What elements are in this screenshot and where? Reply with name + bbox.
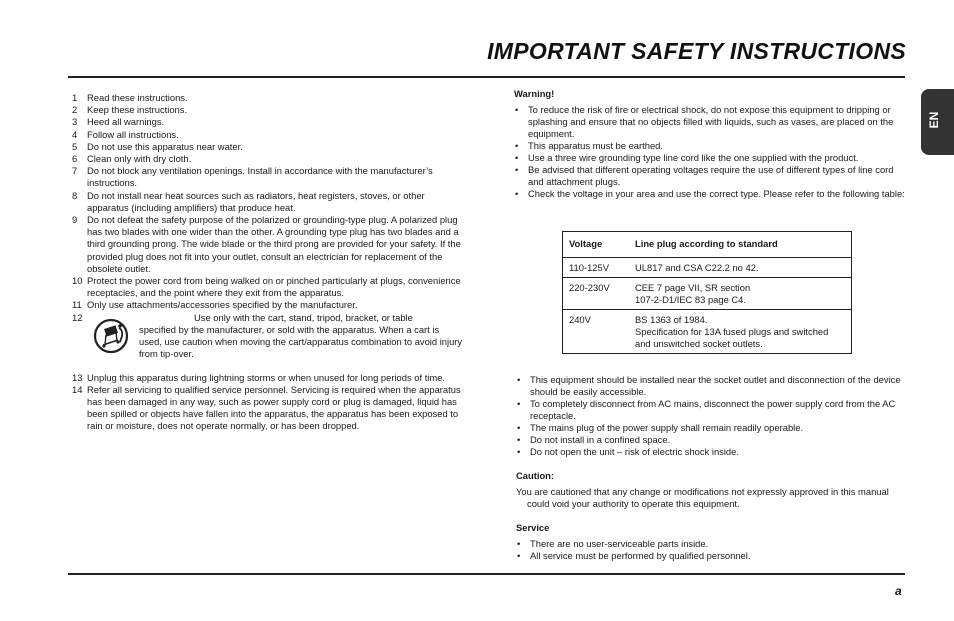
item-text: Do not block any ventilation openings. Install in accordance with the manufacturer’s instructions. xyxy=(87,165,433,189)
plug-line: 107-2-D1/IEC 83 page C4. xyxy=(635,294,747,305)
list-item: • The mains plug of the power supply shall remain readily operable. xyxy=(516,422,908,434)
item-text: Only use attachments/accessories specified by the manufacturer. xyxy=(87,299,358,311)
item-text-body: specified by the manufacturer, or sold with the apparatus. When a cart is used, use caution when moving the cart/apparatus combination to avoid injury from tip-over. xyxy=(139,323,463,360)
instruction-item-cart xyxy=(72,312,464,372)
list-item: • To completely disconnect from AC mains, disconnect the power supply cord from the AC receptacle. xyxy=(516,398,908,422)
item-text: Read these instructions. xyxy=(87,92,188,103)
instruction-item xyxy=(72,214,464,275)
item-text: Do not use this apparatus near water. xyxy=(87,140,243,152)
table-row xyxy=(563,258,852,278)
instruction-item xyxy=(72,275,464,299)
item-text: Clean only with dry cloth. xyxy=(87,153,192,165)
item-text-lead: Use only with the cart, stand, tripod, bracket, or table xyxy=(194,311,413,323)
item-text: Protect the power cord from being walked on or pinched particularly at plugs, convenience receptacles, and the point where they exit from the apparatus. xyxy=(87,275,461,299)
list-item: • Check the voltage in your area and use the correct type. Please refer to the following table: xyxy=(514,188,906,200)
instruction-item xyxy=(72,129,464,141)
item-number: 1 xyxy=(72,92,78,103)
warning-list xyxy=(514,104,906,200)
item-number: 2 xyxy=(72,104,78,116)
plug-cell xyxy=(629,258,852,278)
instruction-item xyxy=(72,384,464,433)
header-rule xyxy=(68,76,905,78)
voltage-cell: 110-125V xyxy=(563,258,630,278)
instruction-item xyxy=(72,153,464,165)
service-heading: Service xyxy=(516,522,550,533)
list-item: • To reduce the risk of fire or electrical shock, do not expose this equipment to dripping or splashing and ensure that no objects filled with liquids, such as vases, are placed on the equipment. xyxy=(514,104,906,140)
page-title: IMPORTANT SAFETY INSTRUCTIONS xyxy=(487,38,906,64)
list-item: • Use a three wire grounding type line cord like the one supplied with the product. xyxy=(514,152,906,164)
service-list xyxy=(516,538,908,562)
list-item: • This apparatus must be earthed. xyxy=(514,140,906,152)
instruction-item xyxy=(72,190,464,214)
plug-line: CEE 7 page VII, SR section xyxy=(635,282,751,293)
voltage-cell: 220-230V xyxy=(563,278,630,310)
instruction-item xyxy=(72,104,464,116)
plug-line: BS 1363 of 1984. xyxy=(635,314,708,325)
item-number: 13 xyxy=(72,371,83,383)
footer-rule xyxy=(68,573,905,575)
item-text: Refer all servicing to qualified service personnel. Servicing is required when the apparatus has been damaged in any way, such as power supply cord or plug is damaged, liquid has been spilled or objects have fallen into the apparatus, the apparatus has been exposed to rain or moisture, does not operate normally, or has been dropped. xyxy=(87,383,461,432)
caution-heading: Caution: xyxy=(516,470,555,481)
item-text: Heed all warnings. xyxy=(87,116,165,128)
item-number: 9 xyxy=(72,214,78,226)
warning-heading: Warning! xyxy=(514,88,555,99)
item-number: 4 xyxy=(72,128,78,140)
warning-section xyxy=(514,88,906,200)
item-number: 11 xyxy=(72,299,82,311)
item-number: 3 xyxy=(72,116,78,128)
list-item: • This equipment should be installed near the socket outlet and disconnection of the device should be easily accessible. xyxy=(516,374,908,398)
list-item: • Do not install in a confined space. xyxy=(516,434,908,446)
instruction-item xyxy=(72,372,464,384)
list-item: • There are no user-serviceable parts inside. xyxy=(516,538,908,550)
column-header-voltage: Voltage xyxy=(563,232,630,258)
column-header-plug: Line plug according to standard xyxy=(629,232,852,258)
installation-section xyxy=(516,374,908,562)
plug-line: UL817 and CSA C22.2 no 42. xyxy=(635,262,759,273)
item-number: 10 xyxy=(72,275,83,287)
item-number: 8 xyxy=(72,189,78,201)
item-text: Keep these instructions. xyxy=(87,104,188,116)
plug-line: Specification for 13A fused plugs and switched and unswitched socket outlets. xyxy=(635,326,829,349)
language-tab-label: EN xyxy=(927,111,941,129)
item-text: Do not install near heat sources such as radiators, heat registers, stoves, or other apparatus (including amplifiers) that produce heat. xyxy=(87,189,425,213)
item-number: 6 xyxy=(72,153,78,165)
cart-tip-over-warning-icon xyxy=(92,318,130,354)
list-item: • All service must be performed by qualified personnel. xyxy=(516,550,908,562)
caution-text: You are cautioned that any change or modifications not expressly approved in this manual could void your authority to operate this equipment. xyxy=(516,486,889,509)
plug-cell xyxy=(629,278,852,310)
instruction-item xyxy=(72,299,464,311)
list-item: • Be advised that different operating voltages require the use of different types of line cord and attachment plugs. xyxy=(514,164,906,188)
item-text: Follow all instructions. xyxy=(87,128,179,140)
item-text: Unplug this apparatus during lightning storms or when unused for long periods of time. xyxy=(87,371,446,383)
instruction-item xyxy=(72,116,464,128)
voltage-plug-table xyxy=(562,231,852,354)
instructions-list xyxy=(72,92,464,433)
item-number: 14 xyxy=(72,383,83,395)
item-number: 12 xyxy=(72,311,83,323)
table-header-row xyxy=(563,232,852,258)
plug-cell xyxy=(629,310,852,354)
item-number: 7 xyxy=(72,165,78,177)
page-number: a xyxy=(895,584,902,598)
instruction-item xyxy=(72,165,464,189)
language-tab xyxy=(921,89,954,155)
item-number: 5 xyxy=(72,140,78,152)
list-item: • Do not open the unit – risk of electric shock inside. xyxy=(516,446,908,458)
table-row xyxy=(563,278,852,310)
instruction-item xyxy=(72,141,464,153)
table-row xyxy=(563,310,852,354)
instruction-item xyxy=(72,92,464,104)
item-text: Do not defeat the safety purpose of the polarized or grounding-type plug. A polarized plug has two blades with one wider than the other. A grounding type plug has two blades and a third grounding prong. The wide blade or the third prong are provided for your safety. If the provided plug does not fit into your outlet, consult an electrician for replacement of the obsolete outlet. xyxy=(87,214,461,274)
voltage-cell: 240V xyxy=(563,310,630,354)
installation-list xyxy=(516,374,908,458)
